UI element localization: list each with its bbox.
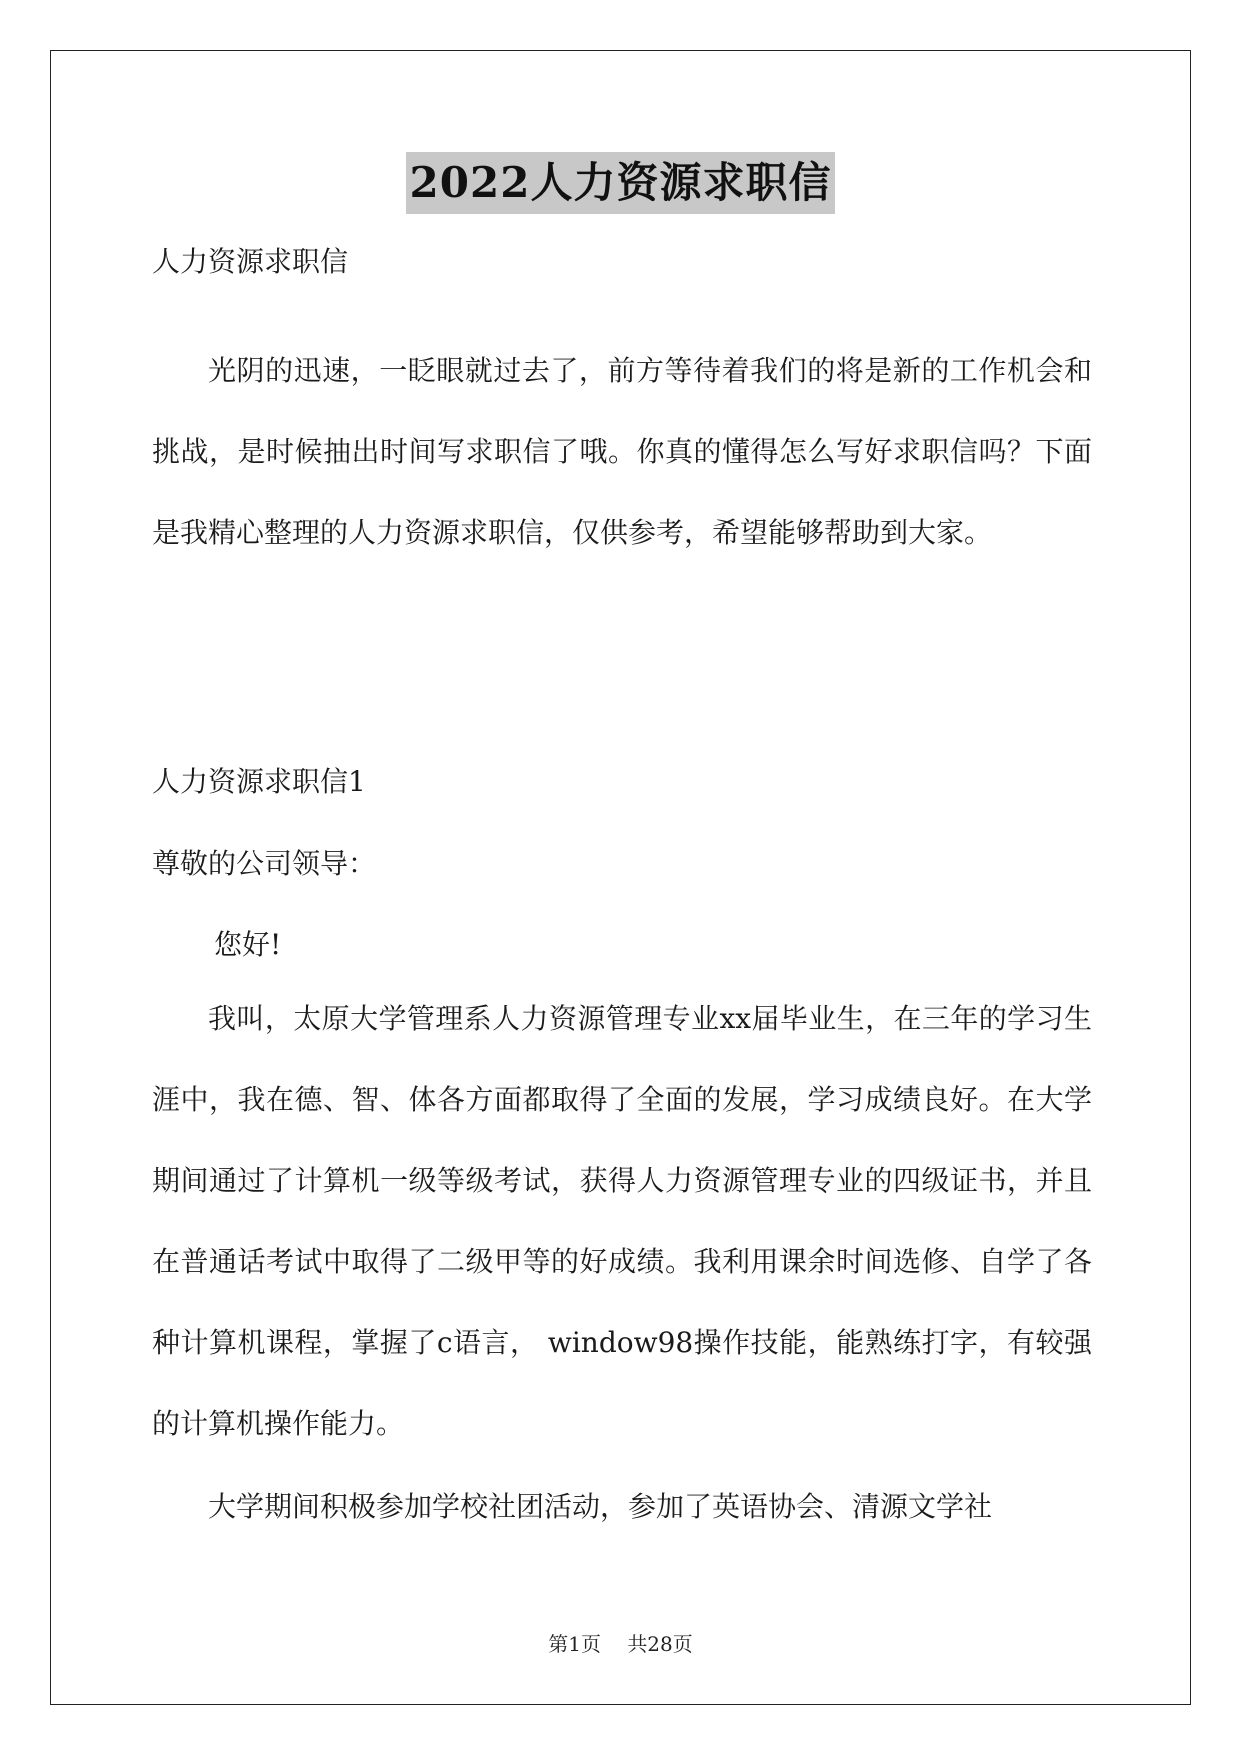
- page-total: 共28页: [627, 1632, 693, 1656]
- page-footer: [0, 1628, 1241, 1657]
- document-title: 2022人力资源求职信: [406, 152, 836, 214]
- salutation: 尊敬的公司领导：: [152, 847, 377, 880]
- subtitle: 人力资源求职信: [152, 245, 349, 278]
- greeting: 您好!: [214, 928, 282, 961]
- intro-paragraph: 光阴的迅速，一眨眼就过去了，前方等待着我们的将是新的工作机会和挑战，是时候抽出时间写求职信了哦。你真的懂得怎么写好求职信吗？下面是我精心整理的人力资源求职信，仅供参考，希望能够帮助到大家。: [152, 354, 1092, 549]
- page-number: 第1页: [548, 1632, 601, 1656]
- section-heading: 人力资源求职信1: [152, 765, 366, 798]
- body-paragraph-2: 大学期间积极参加学校社团活动，参加了英语协会、清源文学社: [208, 1490, 993, 1523]
- body-paragraph-1: 我叫，太原大学管理系人力资源管理专业xx届毕业生，在三年的学习生涯中，我在德、智、体各方面都取得了全面的发展，学习成绩良好。在大学期间通过了计算机一级等级考试，获得人力资源管理专业的四级证书，并且在普通话考试中取得了二级甲等的好成绩。我利用课余时间选修、自学了各种计算机课程，掌握了c语言， window98操作技能，能熟练打字，有较强的计算机操作能力。: [152, 1002, 1092, 1440]
